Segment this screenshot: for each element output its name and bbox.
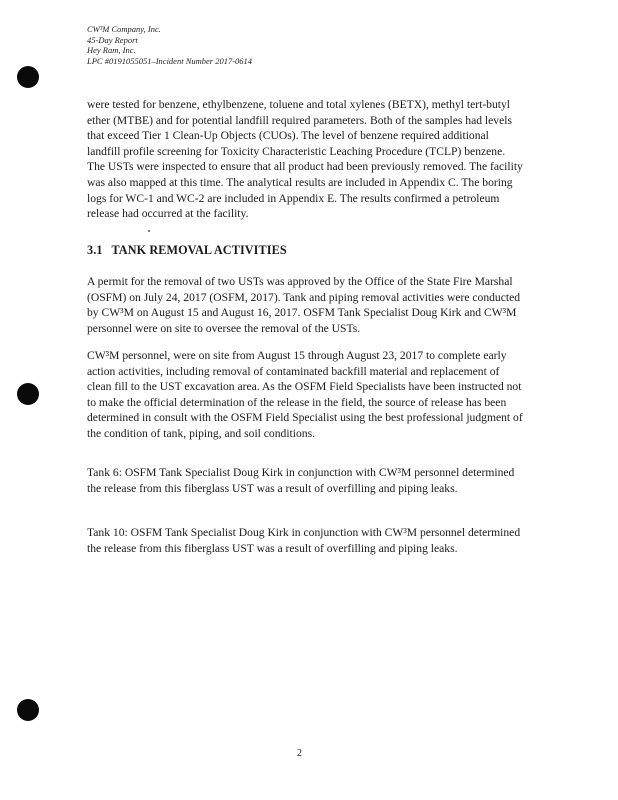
paragraph-text: were tested for benzene, ethylbenzene, toluene and total xylenes (BETX), methyl tert-butyl ether (MTBE) and for potential landfill required parameters. Both of the samples had levels that exceed Tier 1 Clean-Up Objects (CUOs). The level of benzene required additional landfill profile screening for Toxicity Characteristic Leaching Procedure (TCLP) benzene. The USTs were inspected to ensure that all product had been previously removed. The facility was also mapped at this time. The analytical results are included in Appendix C. The boring logs for WC-1 and WC-2 are included in Appendix E. The results confirmed a petroleum release had occurred at the facility.: [87, 98, 523, 221]
paragraph-tank-6: [87, 465, 525, 496]
paragraph-tank-10: [87, 525, 525, 556]
section-number: 3.1: [87, 243, 103, 257]
binder-hole-middle: [17, 383, 39, 405]
paragraph-sampling-results: [87, 97, 525, 222]
stray-mark: [148, 230, 150, 232]
section-heading: [87, 243, 287, 258]
paragraph-text: CW³M personnel, were on site from August 15 through August 23, 2017 to complete early action activities, including removal of contaminated backfill material and replacement of clean fill to the UST excavation area. As the OSFM Field Specialists have been instructed not to make the official determination of the release in the field, the source of release has been determined in consult with the OSFM Field Specialist using the best professional judgment of the condition of tank, piping, and soil conditions.: [87, 349, 523, 440]
section-title: TANK REMOVAL ACTIVITIES: [111, 243, 287, 257]
document-header: [87, 24, 252, 66]
paragraph-text: A permit for the removal of two USTs was approved by the Office of the State Fire Marshal (OSFM) on July 24, 2017 (OSFM, 2017). Tank and piping removal activities were conducted by CW³M on August 15 and August 16, 2017. OSFM Tank Specialist Doug Kirk and CW³M personnel were on site to oversee the removal of the USTs.: [87, 275, 521, 335]
paragraph-permit: [87, 274, 525, 336]
paragraph-text: Tank 6: OSFM Tank Specialist Doug Kirk in conjunction with CW³M personnel determined the release from this fiberglass UST was a result of overfilling and piping leaks.: [87, 466, 515, 495]
paragraph-early-action: [87, 348, 525, 442]
binder-hole-bottom: [17, 699, 39, 721]
header-client: Hey Ram, Inc.: [87, 45, 136, 56]
header-incident: LPC #0191055051–Incident Number 2017-0614: [87, 55, 253, 66]
header-report-title: 45-Day Report: [87, 34, 138, 45]
binder-hole-top: [17, 66, 39, 88]
paragraph-text: Tank 10: OSFM Tank Specialist Doug Kirk in conjunction with CW³M personnel determined the release from this fiberglass UST was a result of overfilling and piping leaks.: [87, 526, 521, 555]
header-company: CW³M Company, Inc.: [87, 24, 161, 34]
page-number: 2: [297, 748, 302, 759]
